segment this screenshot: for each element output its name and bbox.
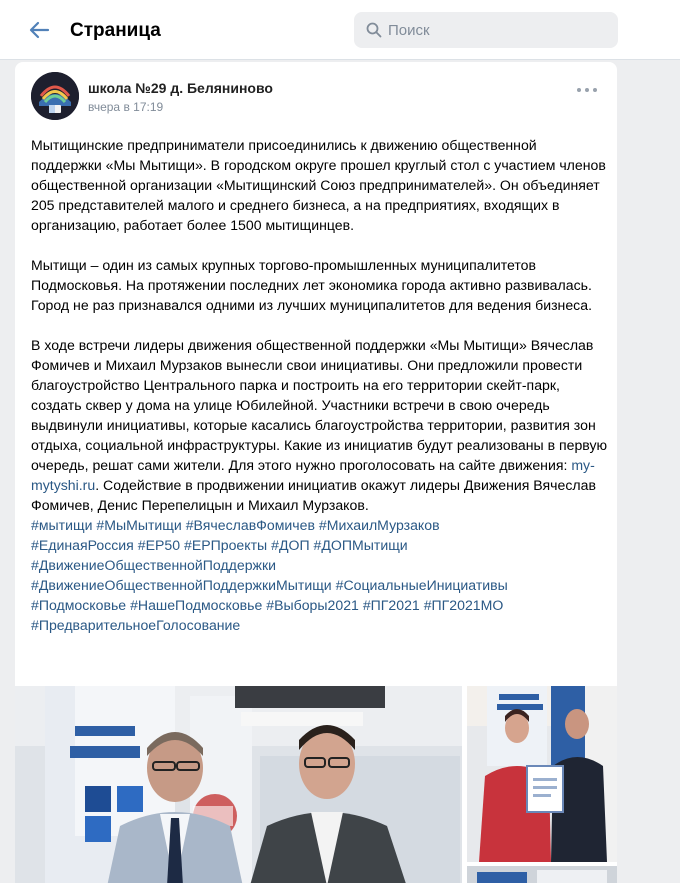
page-title: Страница: [70, 20, 161, 41]
post-text: [31, 135, 611, 635]
hashtag-line: [31, 535, 611, 555]
hashtag-link[interactable]: #ЕдинаяРоссия: [31, 537, 134, 553]
hashtag-link[interactable]: #МыМытищи: [96, 517, 182, 533]
arrow-left-icon: [26, 16, 54, 44]
hashtag-link[interactable]: #ПГ2021: [362, 597, 420, 613]
post-author[interactable]: школа №29 д. Беляниново: [88, 80, 273, 96]
hashtag-link[interactable]: #МихаилМурзаков: [318, 517, 440, 533]
photo-thumbnail: [467, 866, 617, 883]
hashtag-link[interactable]: #ДОП: [271, 537, 310, 553]
back-button[interactable]: [26, 16, 54, 44]
dot-icon: [593, 88, 597, 92]
post-card: [15, 62, 617, 883]
photo-main[interactable]: [15, 686, 462, 883]
photo-award: [467, 686, 617, 862]
hashtag-list: [31, 515, 611, 635]
post-paragraph-3-text: В ходе встречи лидеры движения общественной поддержки «Мы Мытищи» Вячеслав Фомичев и Михаил Мурзаков вынесли свои инициативы. Они предложили провести благоустройство Центрального парка и построить на его территории скейт-парк, создать сквер у дома на улице Юбилейной. Участники встречи в свою очередь выдвинули инициативы, которые касались благоустройства территории, развития зон отдыха, социальной инфраструктуры. Какие из инициатив будут реализованы в первую очередь, решат сами жители. Для этого нужно проголосовать на сайте движения:: [31, 337, 608, 473]
hashtag-link[interactable]: #Выборы2021: [266, 597, 359, 613]
avatar[interactable]: [31, 72, 79, 120]
search-box[interactable]: [354, 12, 618, 48]
hashtag-link[interactable]: #мытищи: [31, 517, 93, 533]
photo-side-2[interactable]: [467, 866, 617, 883]
dot-icon: [585, 88, 589, 92]
post-paragraph-3-tail: . Содействие в продвижении инициатив окажут лидеры Движения Вячеслав Фомичев, Денис Перепелицын и Михаил Мурзаков.: [31, 477, 596, 513]
hashtag-link[interactable]: #ДОПМытищи: [313, 537, 408, 553]
school-logo-icon: [31, 72, 79, 120]
hashtag-link[interactable]: #ПредварительноеГолосование: [31, 617, 241, 633]
site-link[interactable]: my-mytyshi.ru: [31, 457, 595, 493]
photo-side[interactable]: [467, 686, 617, 862]
search-icon: [366, 22, 382, 38]
hashtag-line: [31, 575, 611, 595]
dot-icon: [577, 88, 581, 92]
hashtag-link[interactable]: #ДвижениеОбщественнойПоддержкиМытищи: [31, 577, 332, 593]
post-paragraph-1: Мытищинские предприниматели присоединились к движению общественной поддержки «Мы Мытищи». В городском округе прошел круглый стол с участием членов общественной организации «Мытищинский Союз предпринимателей». Он объединяет 205 представителей малого и среднего бизнеса, а на предприятиях, входящих в организацию, работает более 1500 мытищинцев.: [31, 137, 606, 233]
post-paragraph-2: Мытищи – один из самых крупных торгово-промышленных муниципалитетов Подмосковья. На протяжении последних лет экономика города активно развивалась. Город не раз признавался одними из лучших муниципалитетов для ведения бизнеса.: [31, 257, 592, 313]
more-options-button[interactable]: [577, 88, 599, 96]
photo-two-men: [15, 686, 462, 883]
hashtag-link[interactable]: #Подмосковье: [31, 597, 127, 613]
hashtag-link[interactable]: #ДвижениеОбщественнойПоддержки: [31, 557, 277, 573]
hashtag-link[interactable]: #ЕР50: [137, 537, 181, 553]
hashtag-line: [31, 555, 611, 575]
post-paragraph-3: [31, 335, 611, 515]
hashtag-line: [31, 595, 611, 615]
hashtag-link[interactable]: #СоциальныеИнициативы: [335, 577, 508, 593]
hashtag-line: [31, 515, 611, 535]
search-input[interactable]: [388, 12, 608, 48]
hashtag-link[interactable]: #НашеПодмосковье: [130, 597, 263, 613]
post-date[interactable]: вчера в 17:19: [88, 100, 164, 114]
top-bar: [0, 0, 680, 60]
hashtag-link[interactable]: #ЕРПроекты: [183, 537, 268, 553]
hashtag-line: [31, 615, 611, 635]
hashtag-link[interactable]: #ВячеславФомичев: [185, 517, 315, 533]
hashtag-link[interactable]: #ПГ2021МО: [423, 597, 504, 613]
